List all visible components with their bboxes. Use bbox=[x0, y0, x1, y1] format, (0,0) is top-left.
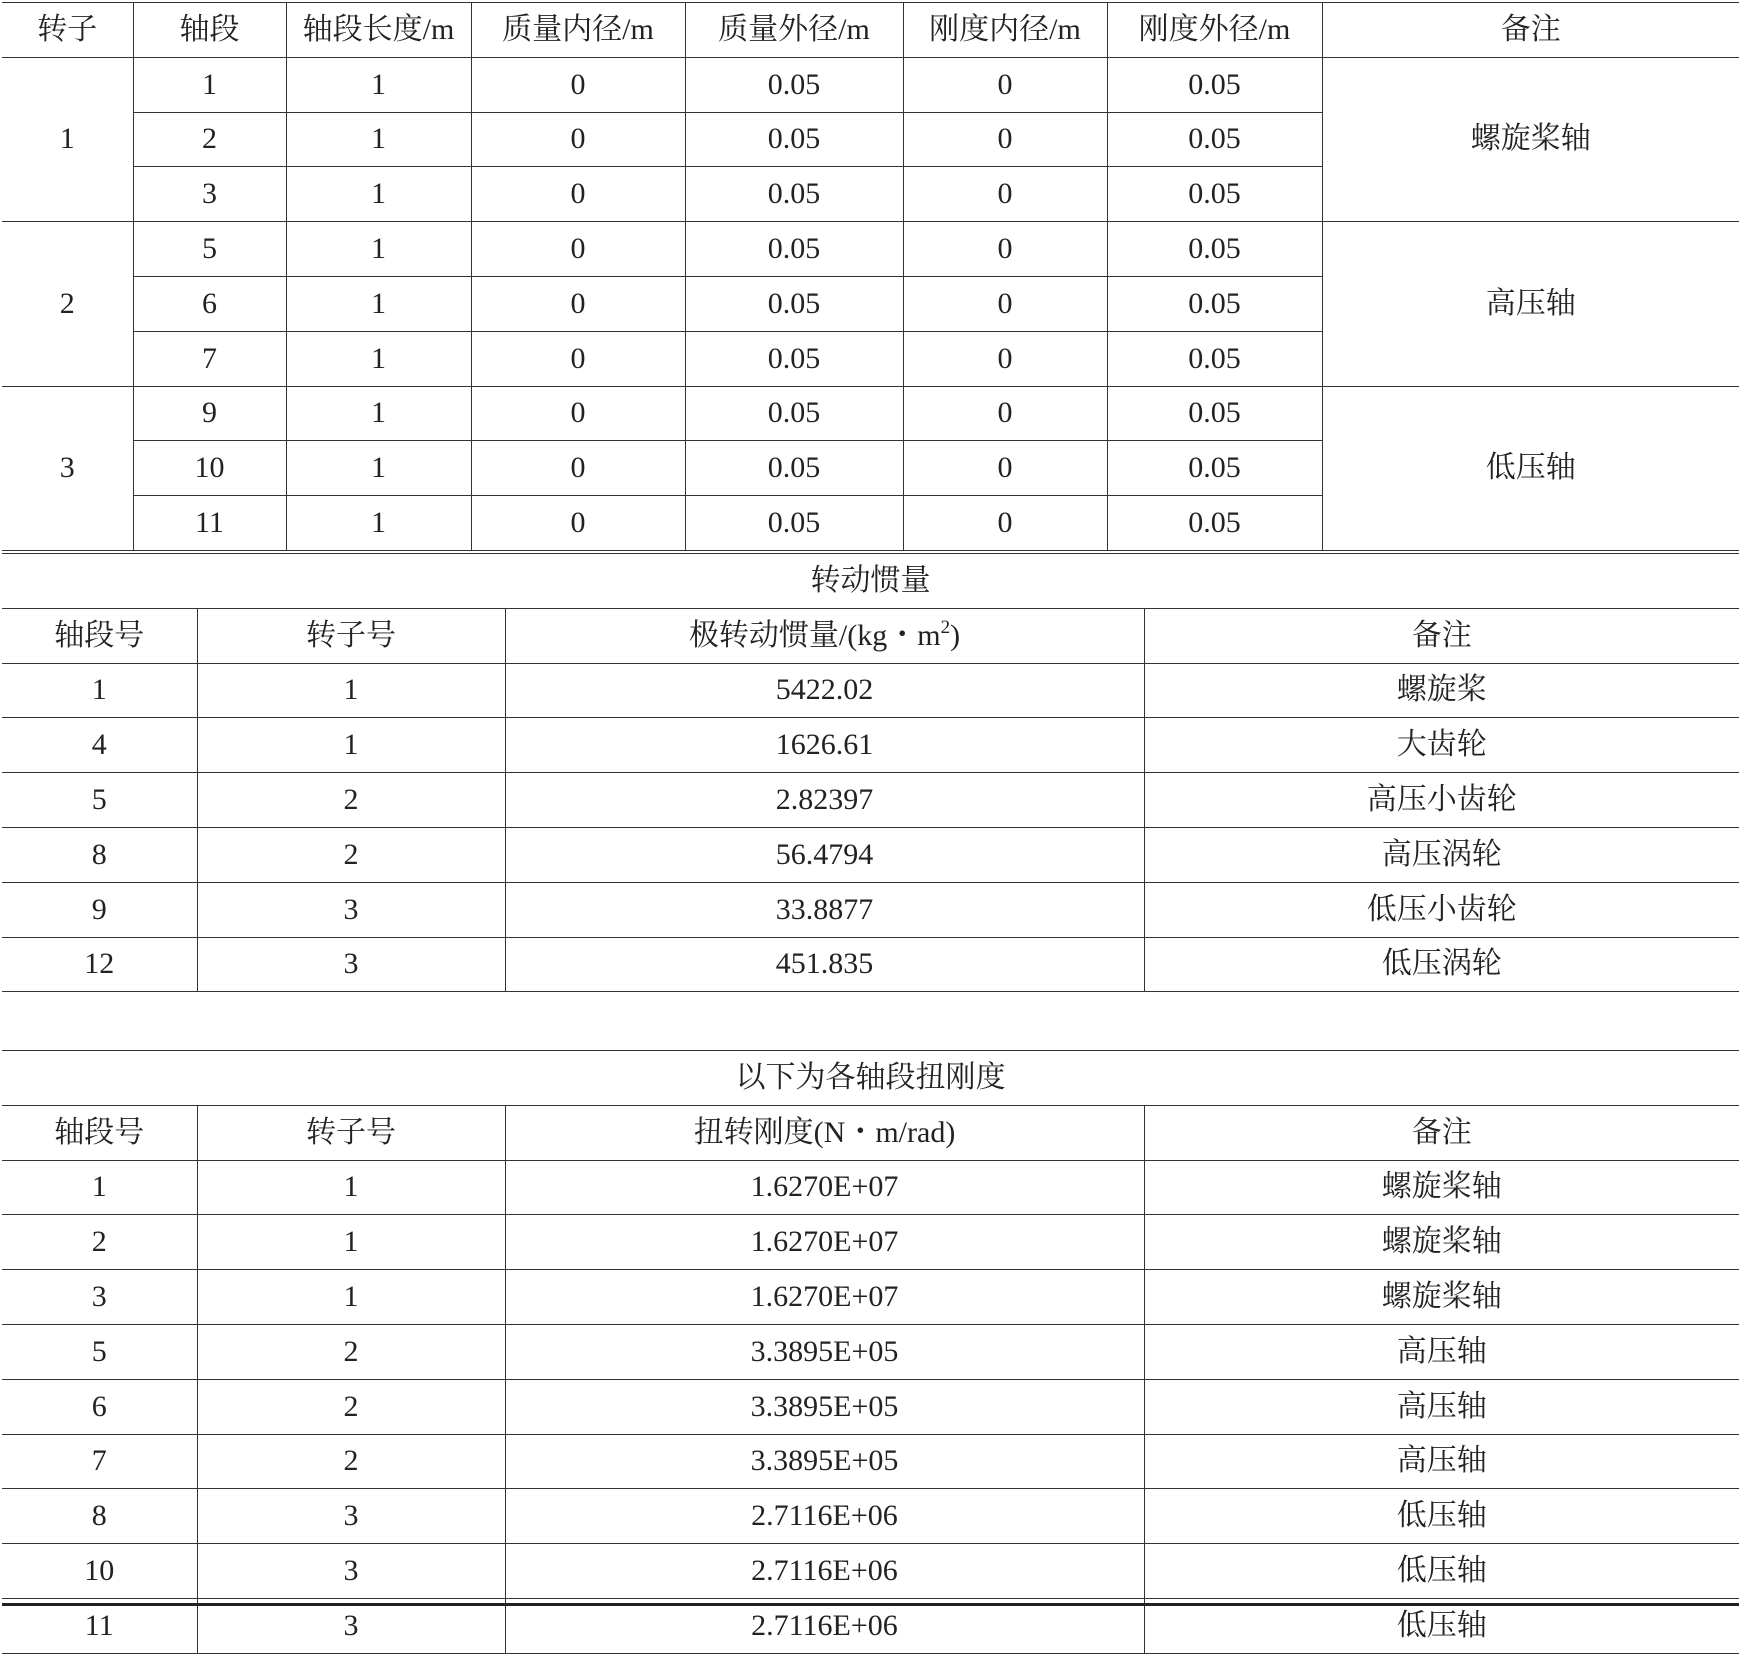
table-cell: 低压轴 bbox=[1144, 1489, 1739, 1544]
table-row bbox=[2, 386, 1739, 441]
table-cell: 0.05 bbox=[1107, 331, 1322, 386]
table-cell: 1 bbox=[286, 167, 471, 222]
table-cell: 2 bbox=[197, 773, 505, 828]
inertia-table bbox=[2, 553, 1739, 992]
table-cell: 0 bbox=[903, 222, 1107, 277]
table-cell: 0 bbox=[471, 57, 685, 112]
table-cell: 0.05 bbox=[685, 57, 903, 112]
table-cell: 0.05 bbox=[1107, 167, 1322, 222]
table-cell: 3 bbox=[197, 1544, 505, 1599]
table-cell: 1 bbox=[286, 222, 471, 277]
stiffness-body bbox=[2, 1160, 1739, 1653]
header-cell: 轴段号 bbox=[2, 608, 197, 663]
header-cell: 质量外径/m bbox=[685, 3, 903, 58]
table-cell: 1 bbox=[286, 57, 471, 112]
table-cell: 1 bbox=[197, 1270, 505, 1325]
table-cell: 0.05 bbox=[1107, 441, 1322, 496]
table-cell: 3 bbox=[133, 167, 286, 222]
table-cell: 2.7116E+06 bbox=[505, 1544, 1144, 1599]
table-row bbox=[2, 773, 1739, 828]
table-cell: 6 bbox=[2, 1379, 197, 1434]
table-cell: 3.3895E+05 bbox=[505, 1434, 1144, 1489]
table-cell: 0 bbox=[471, 222, 685, 277]
table-row bbox=[2, 937, 1739, 992]
table-cell: 11 bbox=[2, 1598, 197, 1653]
header-cell bbox=[505, 608, 1144, 663]
remark-cell: 高压轴 bbox=[1322, 222, 1739, 386]
table-cell: 螺旋桨 bbox=[1144, 663, 1739, 718]
header-cell: 转子号 bbox=[197, 1105, 505, 1160]
rotor-cell: 2 bbox=[2, 222, 133, 386]
table-cell: 1 bbox=[286, 112, 471, 167]
table-row bbox=[2, 1160, 1739, 1215]
caption-row bbox=[2, 1051, 1739, 1106]
table-cell: 5 bbox=[133, 222, 286, 277]
table-cell: 5 bbox=[2, 773, 197, 828]
table-cell: 1 bbox=[286, 331, 471, 386]
table-cell: 0.05 bbox=[1107, 57, 1322, 112]
table-cell: 0.05 bbox=[1107, 276, 1322, 331]
table-cell: 0 bbox=[903, 276, 1107, 331]
table-cell: 0 bbox=[471, 441, 685, 496]
header-cell: 扭转刚度(N・m/rad) bbox=[505, 1105, 1144, 1160]
table-cell: 2 bbox=[197, 1434, 505, 1489]
table-cell: 螺旋桨轴 bbox=[1144, 1215, 1739, 1270]
header-cell: 轴段 bbox=[133, 3, 286, 58]
table-cell: 10 bbox=[133, 441, 286, 496]
table-row bbox=[2, 57, 1739, 112]
table-cell: 1 bbox=[133, 57, 286, 112]
table-cell: 0 bbox=[471, 496, 685, 551]
table-cell: 1 bbox=[286, 496, 471, 551]
caption-row bbox=[2, 554, 1739, 609]
header-cell: 刚度外径/m bbox=[1107, 3, 1322, 58]
table-cell: 451.835 bbox=[505, 937, 1144, 992]
table-cell: 3 bbox=[197, 882, 505, 937]
table-cell: 高压涡轮 bbox=[1144, 827, 1739, 882]
table-cell: 33.8877 bbox=[505, 882, 1144, 937]
table-cell: 7 bbox=[2, 1434, 197, 1489]
table-cell: 1.6270E+07 bbox=[505, 1270, 1144, 1325]
table-row bbox=[2, 1544, 1739, 1599]
table-cell: 5422.02 bbox=[505, 663, 1144, 718]
table-row bbox=[2, 1324, 1739, 1379]
table-cell: 高压轴 bbox=[1144, 1434, 1739, 1489]
table-row bbox=[2, 1379, 1739, 1434]
group-body bbox=[2, 386, 1739, 550]
table-cell: 6 bbox=[133, 276, 286, 331]
table-cell: 2.82397 bbox=[505, 773, 1144, 828]
shaft-geometry-table bbox=[2, 2, 1739, 551]
table-cell: 0 bbox=[471, 167, 685, 222]
table-cell: 0 bbox=[903, 57, 1107, 112]
table-cell: 0.05 bbox=[685, 222, 903, 277]
table-cell: 高压小齿轮 bbox=[1144, 773, 1739, 828]
table-cell: 3.3895E+05 bbox=[505, 1379, 1144, 1434]
table-cell: 2 bbox=[133, 112, 286, 167]
header-row bbox=[2, 608, 1739, 663]
table-cell: 0 bbox=[471, 386, 685, 441]
table-cell: 0 bbox=[471, 276, 685, 331]
table-cell: 9 bbox=[133, 386, 286, 441]
table-cell: 0 bbox=[903, 331, 1107, 386]
table-cell: 1 bbox=[197, 718, 505, 773]
table-cell: 0.05 bbox=[1107, 496, 1322, 551]
table-cell: 3 bbox=[197, 1598, 505, 1653]
table-row bbox=[2, 663, 1739, 718]
header-cell: 质量内径/m bbox=[471, 3, 685, 58]
table-cell: 12 bbox=[2, 937, 197, 992]
table-row bbox=[2, 1434, 1739, 1489]
table-cell: 0.05 bbox=[685, 112, 903, 167]
table-cell: 1 bbox=[197, 1215, 505, 1270]
table-cell: 1 bbox=[286, 386, 471, 441]
table-cell: 1.6270E+07 bbox=[505, 1215, 1144, 1270]
table-cell: 低压小齿轮 bbox=[1144, 882, 1739, 937]
header-cell: 转子 bbox=[2, 3, 133, 58]
table-cell: 7 bbox=[133, 331, 286, 386]
remark-cell: 低压轴 bbox=[1322, 386, 1739, 550]
header-cell: 备注 bbox=[1322, 3, 1739, 58]
table-row bbox=[2, 222, 1739, 277]
table-cell: 0.05 bbox=[1107, 112, 1322, 167]
remark-cell: 螺旋桨轴 bbox=[1322, 57, 1739, 221]
table-cell: 螺旋桨轴 bbox=[1144, 1270, 1739, 1325]
table-cell: 10 bbox=[2, 1544, 197, 1599]
table-cell: 0 bbox=[903, 386, 1107, 441]
group-body bbox=[2, 222, 1739, 386]
table-cell: 0 bbox=[903, 112, 1107, 167]
table-cell: 5 bbox=[2, 1324, 197, 1379]
table-cell: 4 bbox=[2, 718, 197, 773]
table-cell: 3.3895E+05 bbox=[505, 1324, 1144, 1379]
header-text: ) bbox=[950, 618, 961, 652]
header-cell: 转子号 bbox=[197, 608, 505, 663]
table-cell: 1 bbox=[197, 1160, 505, 1215]
table-cell: 2.7116E+06 bbox=[505, 1598, 1144, 1653]
table-cell: 0 bbox=[471, 112, 685, 167]
table-cell: 8 bbox=[2, 1489, 197, 1544]
table-cell: 1 bbox=[286, 276, 471, 331]
table-cell: 高压轴 bbox=[1144, 1324, 1739, 1379]
table-cell: 2.7116E+06 bbox=[505, 1489, 1144, 1544]
rotor-cell: 1 bbox=[2, 57, 133, 221]
table-cell: 2 bbox=[197, 827, 505, 882]
header-cell: 备注 bbox=[1144, 1105, 1739, 1160]
table-cell: 0.05 bbox=[685, 276, 903, 331]
header-cell: 轴段长度/m bbox=[286, 3, 471, 58]
bottom-rule bbox=[2, 1603, 1739, 1606]
table-row bbox=[2, 718, 1739, 773]
table-cell: 大齿轮 bbox=[1144, 718, 1739, 773]
header-text: 极转动惯量/(kg・m bbox=[688, 618, 941, 652]
table-row bbox=[2, 1489, 1739, 1544]
table-cell: 3 bbox=[2, 1270, 197, 1325]
table-cell: 9 bbox=[2, 882, 197, 937]
table-cell: 3 bbox=[197, 1489, 505, 1544]
table-cell: 0.05 bbox=[685, 441, 903, 496]
table-cell: 56.4794 bbox=[505, 827, 1144, 882]
table-cell: 高压轴 bbox=[1144, 1379, 1739, 1434]
table-cell: 1 bbox=[2, 663, 197, 718]
table-cell: 1.6270E+07 bbox=[505, 1160, 1144, 1215]
table-caption: 转动惯量 bbox=[2, 554, 1739, 609]
table-row bbox=[2, 1270, 1739, 1325]
header-cell: 轴段号 bbox=[2, 1105, 197, 1160]
table-cell: 1626.61 bbox=[505, 718, 1144, 773]
table-cell: 0.05 bbox=[685, 167, 903, 222]
header-cell: 刚度内径/m bbox=[903, 3, 1107, 58]
table-cell: 0.05 bbox=[1107, 386, 1322, 441]
group-body bbox=[2, 57, 1739, 221]
table-cell: 0.05 bbox=[685, 496, 903, 551]
table-cell: 低压轴 bbox=[1144, 1544, 1739, 1599]
table-cell: 0.05 bbox=[685, 386, 903, 441]
superscript: 2 bbox=[940, 616, 951, 638]
table-cell: 0.05 bbox=[685, 331, 903, 386]
table-cell: 8 bbox=[2, 827, 197, 882]
table-cell: 1 bbox=[286, 441, 471, 496]
table-row bbox=[2, 882, 1739, 937]
table-caption: 以下为各轴段扭刚度 bbox=[2, 1051, 1739, 1106]
table-cell: 0.05 bbox=[1107, 222, 1322, 277]
table-cell: 2 bbox=[197, 1324, 505, 1379]
table-cell: 1 bbox=[197, 663, 505, 718]
table-cell: 2 bbox=[197, 1379, 505, 1434]
header-row bbox=[2, 1105, 1739, 1160]
table-cell: 0 bbox=[471, 331, 685, 386]
table-cell: 0 bbox=[903, 441, 1107, 496]
inertia-body bbox=[2, 663, 1739, 992]
table-row bbox=[2, 1215, 1739, 1270]
table-row bbox=[2, 827, 1739, 882]
header-cell: 备注 bbox=[1144, 608, 1739, 663]
table-cell: 3 bbox=[197, 937, 505, 992]
table-cell: 0 bbox=[903, 496, 1107, 551]
table-cell: 低压涡轮 bbox=[1144, 937, 1739, 992]
table-cell: 2 bbox=[2, 1215, 197, 1270]
table-cell: 1 bbox=[2, 1160, 197, 1215]
stiffness-table bbox=[2, 1050, 1739, 1654]
rotor-cell: 3 bbox=[2, 386, 133, 550]
table-cell: 螺旋桨轴 bbox=[1144, 1160, 1739, 1215]
table-cell: 11 bbox=[133, 496, 286, 551]
table-cell: 0 bbox=[903, 167, 1107, 222]
table-cell: 低压轴 bbox=[1144, 1598, 1739, 1653]
header-row bbox=[2, 3, 1739, 58]
